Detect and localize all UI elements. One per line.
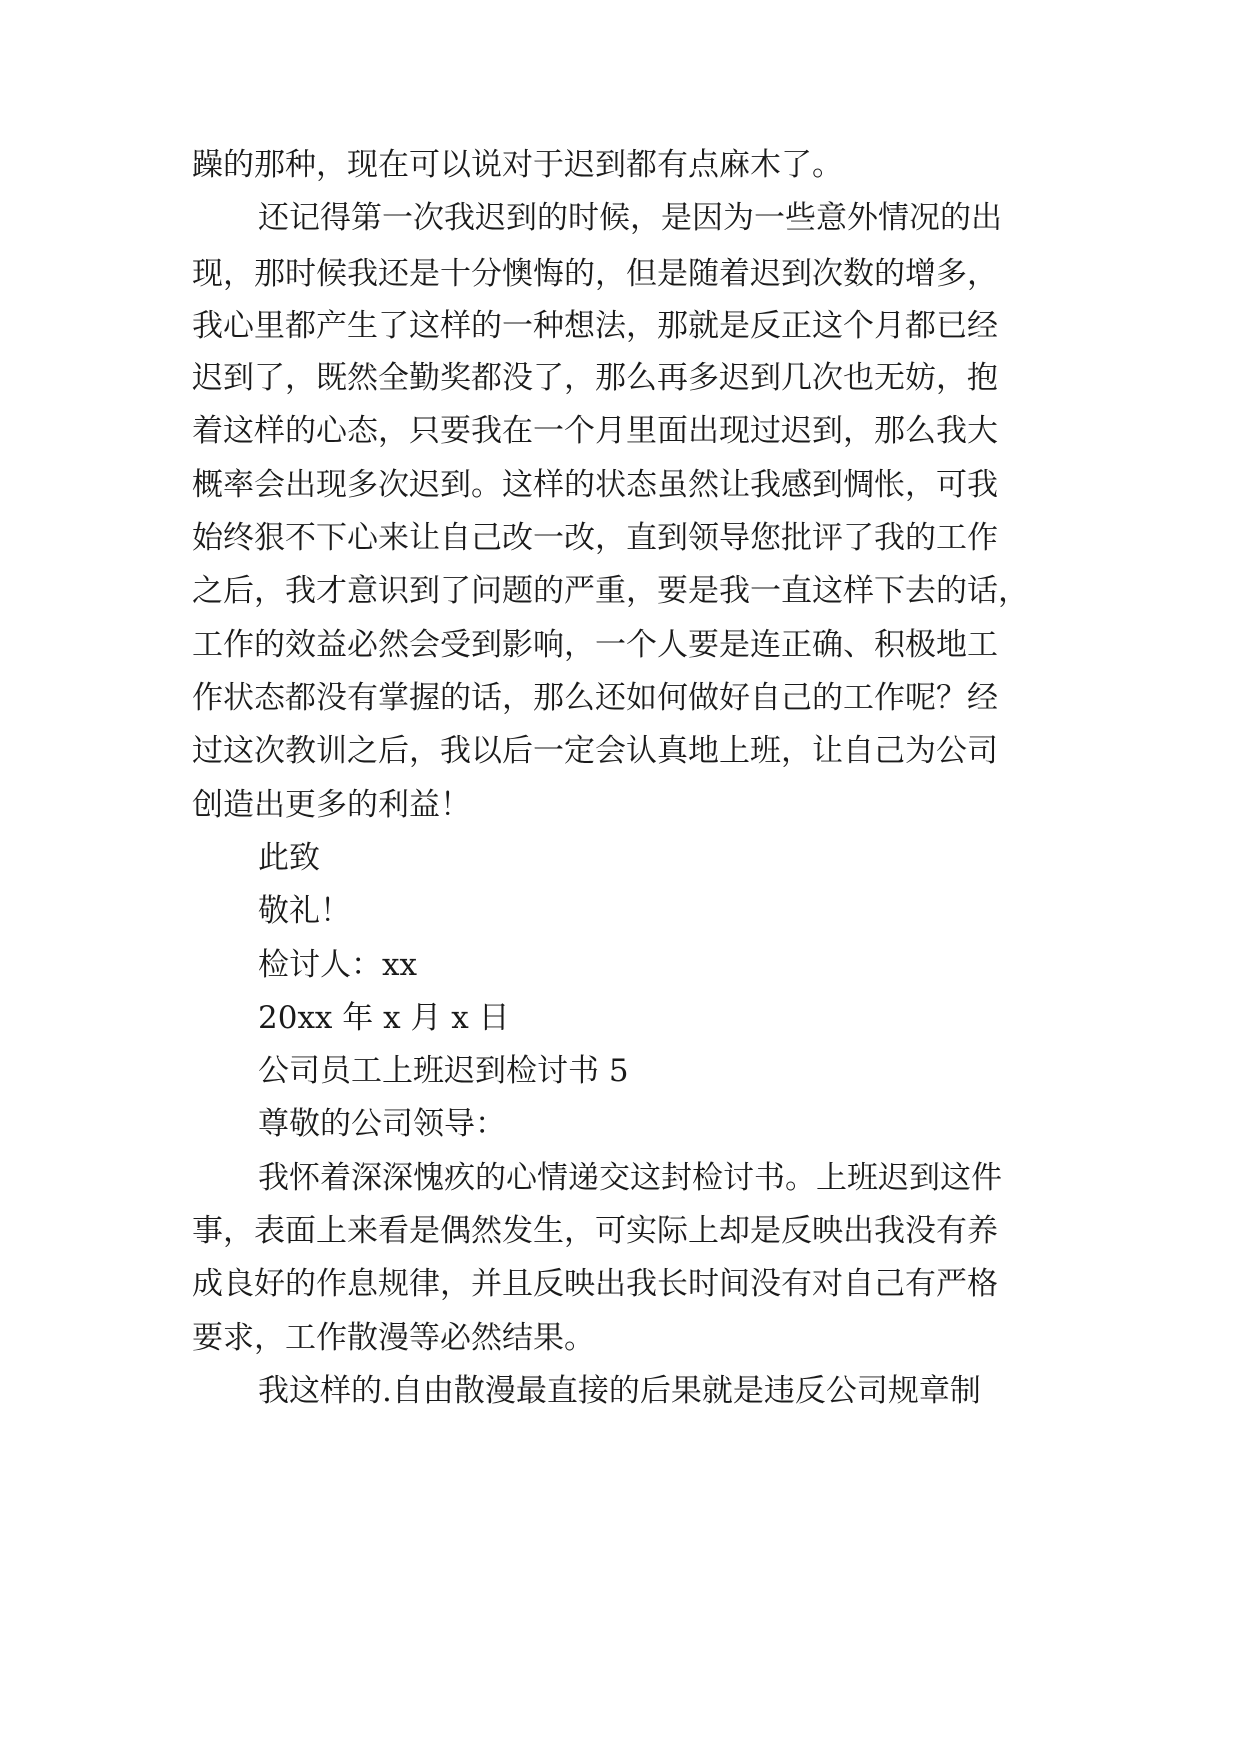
text-line: 作状态都没有掌握的话，那么还如何做好自己的工作呢？经 bbox=[192, 680, 998, 716]
text-line: 成良好的作息规律，并且反映出我长时间没有对自己有严格 bbox=[192, 1266, 998, 1302]
text-line: 要求，工作散漫等必然结果。 bbox=[192, 1320, 595, 1356]
paragraph-start-line: 还记得第一次我迟到的时候，是因为一些意外情况的出 bbox=[258, 200, 1002, 236]
paragraph-start-line: 我怀着深深愧疚的心情递交这封检讨书。上班迟到这件 bbox=[258, 1160, 1002, 1196]
text-line: 工作的效益必然会受到影响，一个人要是连正确、积极地工 bbox=[192, 627, 998, 663]
closing-regards: 敬礼！ bbox=[258, 893, 351, 929]
text-line: 我心里都产生了这样的一种想法，那就是反正这个月都已经 bbox=[192, 308, 998, 344]
section-heading: 公司员工上班迟到检讨书 5 bbox=[258, 1053, 629, 1089]
closing-salutation: 此致 bbox=[258, 840, 320, 876]
signature-line: 检讨人：xx bbox=[258, 947, 417, 983]
date-line: 20xx 年 x 月 x 日 bbox=[258, 1000, 510, 1036]
greeting-line: 尊敬的公司领导： bbox=[258, 1106, 506, 1142]
text-line: 现，那时候我还是十分懊悔的，但是随着迟到次数的增多， bbox=[192, 256, 998, 292]
text-line: 概率会出现多次迟到。这样的状态虽然让我感到惆怅，可我 bbox=[192, 467, 998, 503]
text-line: 躁的那种，现在可以说对于迟到都有点麻木了。 bbox=[192, 147, 843, 183]
text-line: 事，表面上来看是偶然发生，可实际上却是反映出我没有养 bbox=[192, 1213, 998, 1249]
text-line: 过这次教训之后，我以后一定会认真地上班，让自己为公司 bbox=[192, 733, 998, 769]
text-line: 着这样的心态，只要我在一个月里面出现过迟到，那么我大 bbox=[192, 413, 998, 449]
text-line: 始终狠不下心来让自己改一改，直到领导您批评了我的工作 bbox=[192, 520, 998, 556]
text-line: 之后，我才意识到了问题的严重，要是我一直这样下去的话， bbox=[192, 573, 1029, 609]
text-line: 迟到了，既然全勤奖都没了，那么再多迟到几次也无妨，抱 bbox=[192, 360, 998, 396]
paragraph-start-line: 我这样的.自由散漫最直接的后果就是违反公司规章制 bbox=[258, 1373, 981, 1409]
text-line: 创造出更多的利益！ bbox=[192, 787, 471, 823]
